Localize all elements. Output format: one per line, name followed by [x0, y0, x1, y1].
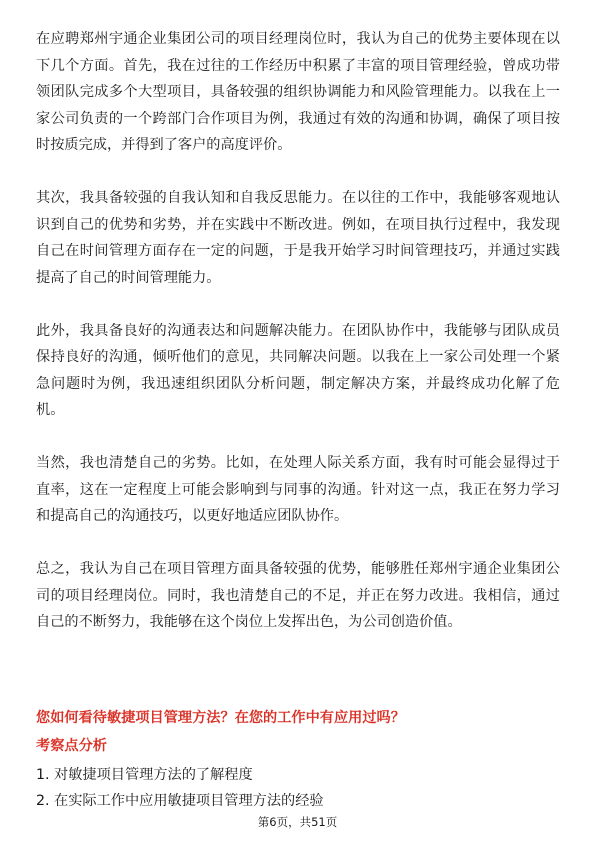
analysis-heading: 考察点分析 — [36, 738, 107, 754]
analysis-point-1: 1. 对敏捷项目管理方法的了解程度 — [36, 767, 253, 783]
analysis-list — [36, 762, 324, 814]
answer-body — [36, 26, 560, 662]
answer-paragraph-4: 当然，我也清楚自己的劣势。比如，在处理人际关系方面，我有时可能会显得过于直率，这在一定程度上可能会影响到与同事的沟通。针对这一点，我正在努力学习和提高自己的沟通技巧，以更好地适应团队协作。 — [36, 455, 560, 524]
answer-paragraph-2: 其次，我具备较强的自我认知和自我反思能力。在以往的工作中，我能够客观地认识到自己的优势和劣势，并在实践中不断改进。例如，在项目执行过程中，我发现自己在时间管理方面存在一定的问题，于是我开始学习时间管理技巧，并通过实践提高了自己的时间管理能力。 — [36, 190, 560, 286]
answer-paragraph-3: 此外，我具备良好的沟通表达和问题解决能力。在团队协作中，我能够与团队成员保持良好的沟通，倾听他们的意见，共同解决问题。以我在上一家公司处理一个紧急问题时为例，我迅速组织团队分析问题，制定解决方案，并最终成功化解了危机。 — [36, 322, 560, 418]
analysis-point-2: 2. 在实际工作中应用敏捷项目管理方法的经验 — [36, 793, 324, 809]
page-number-footer: 第6页，共51页 — [257, 815, 338, 829]
interview-question: 您如何看待敏捷项目管理方法？在您的工作中有应用过吗？ — [36, 710, 405, 726]
answer-paragraph-5: 总之，我认为自己在项目管理方面具备较强的优势，能够胜任郑州宇通企业集团公司的项目经理岗位。同时，我也清楚自己的不足，并正在努力改进。我相信，通过自己的不断努力，我能够在这个岗位上发挥出色，为公司创造价值。 — [36, 561, 560, 630]
answer-paragraph-1: 在应聘郑州宇通企业集团公司的项目经理岗位时，我认为自己的优势主要体现在以下几个方面。首先，我在过往的工作经历中积累了丰富的项目管理经验，曾成功带领团队完成多个大型项目，具备较强的组织协调能力和风险管理能力。以我在上一家公司负责的一个跨部门合作项目为例，我通过有效的沟通和协调，确保了项目按时按质完成，并得到了客户的高度评价。 — [36, 31, 560, 153]
